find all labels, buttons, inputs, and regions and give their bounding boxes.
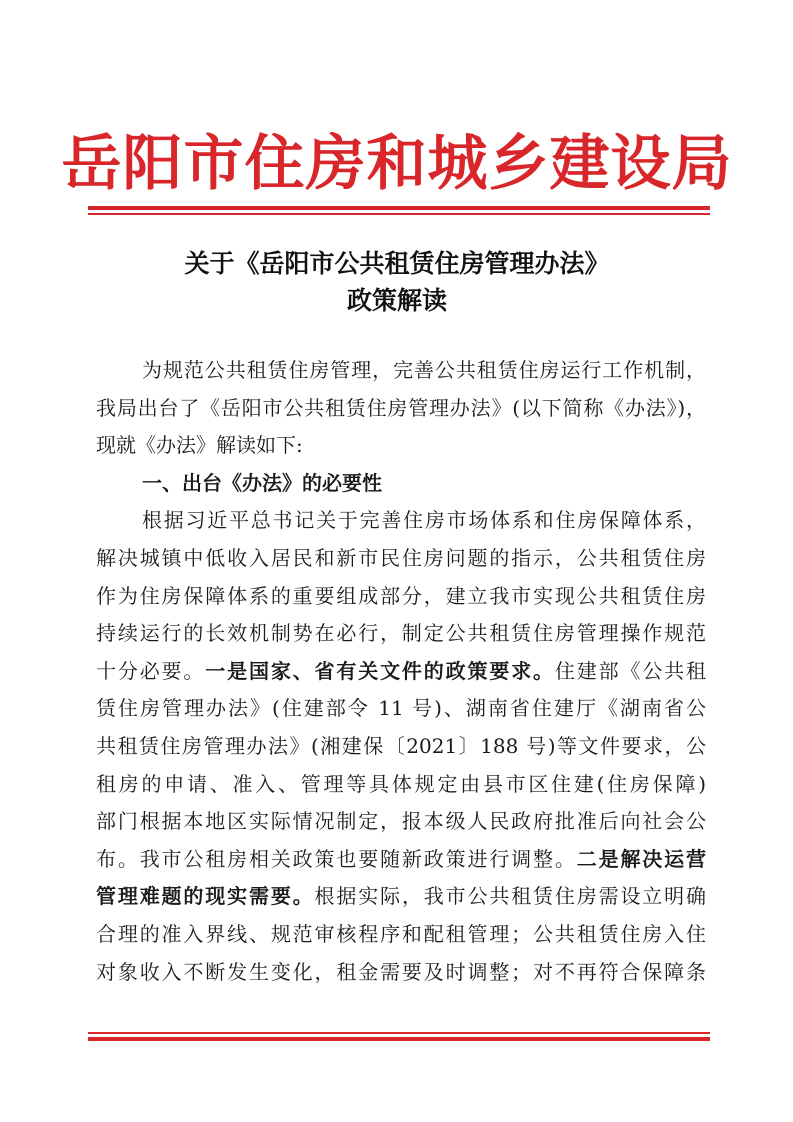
paragraph-line — [96, 878, 706, 916]
paragraph-line: 租房的申请、准入、管理等具体规定由县市区住建(住房保障) — [96, 771, 706, 796]
paragraph-line: 根据习近平总书记关于完善住房市场体系和住房保障体系， — [142, 508, 706, 533]
header-rule-thick — [88, 206, 710, 210]
emphasis-text: 一是国家、省有关文件的政策要求。 — [205, 658, 555, 683]
intro-line: 我局出台了《岳阳市公共租赁住房管理办法》(以下简称《办法》)， — [96, 395, 706, 420]
paragraph-line: 持续运行的长效机制势在必行，制定公共租赁住房管理操作规范 — [96, 621, 706, 646]
emphasis-text: 管理难题的现实需要。 — [96, 884, 315, 909]
footer-rule-thin — [88, 1032, 710, 1034]
emphasis-text: 二是解决运营 — [576, 846, 707, 871]
paragraph-line: 部门根据本地区实际情况制定，报本级人民政府批准后向社会公 — [96, 809, 706, 834]
paragraph-line: 共租赁住房管理办法》(湘建保〔2021〕188 号)等文件要求，公 — [96, 733, 706, 758]
paragraph-text: 住建部《公共租 — [554, 658, 707, 683]
letterhead-title: 岳阳市住房和城乡建设局 — [61, 129, 733, 199]
paragraph-line: 解决城镇中低收入居民和新市民住房问题的指示，公共租赁住房 — [96, 545, 706, 570]
paragraph-text: 根据实际，我市公共租赁住房需设立明确 — [314, 884, 707, 909]
footer-rule-thick — [88, 1037, 710, 1041]
document-title-line-2: 政策解读 — [346, 286, 447, 315]
document-title-line-1: 关于《岳阳市公共租赁住房管理办法》 — [184, 249, 610, 278]
intro-line: 现就《办法》解读如下: — [96, 433, 303, 458]
paragraph-line: 赁住房管理办法》(住建部令 11 号)、湖南省住建厅《湖南省公 — [96, 696, 706, 721]
header-rule-thin — [88, 213, 710, 215]
paragraph-line — [96, 841, 706, 879]
paragraph-text: 十分必要。 — [96, 658, 206, 683]
document-body — [96, 352, 706, 991]
paragraph-line: 合理的准入界线、规范审核程序和配租管理；公共租赁住房入住 — [96, 921, 706, 946]
paragraph-line: 对象收入不断发生变化，租金需要及时调整；对不再符合保障条 — [96, 959, 706, 984]
section-heading: 一、出台《办法》的必要性 — [142, 470, 382, 495]
paragraph-line — [96, 653, 706, 691]
paragraph-text: 布。我市公租房相关政策也要随新政策进行调整。 — [96, 846, 577, 871]
paragraph-line: 作为住房保障体系的重要组成部分，建立我市实现公共租赁住房 — [96, 583, 706, 608]
intro-line: 为规范公共租赁住房管理，完善公共租赁住房运行工作机制， — [142, 358, 706, 382]
